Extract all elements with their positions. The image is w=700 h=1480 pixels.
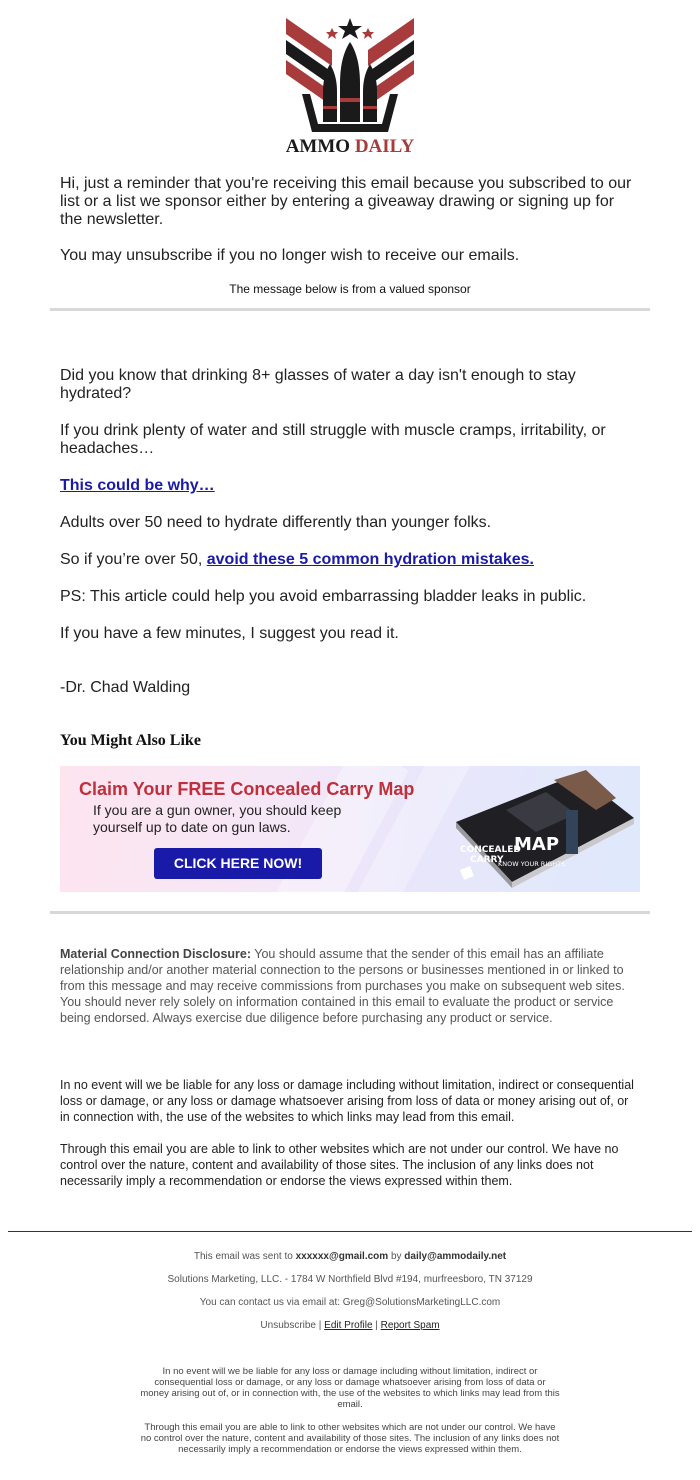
body-paragraph-3: Adults over 50 need to hydrate differently than younger folks. — [60, 514, 492, 531]
disclosure-text: You should assume that the sender of this email has an affiliate relationship and/or another material connection to the persons or businesses mentioned in or linked to from this message and may receive commissions from purchases you make on subsequent web sites. You should never rely solely on information contained in this email to evaluate the product or service being endorsed. Always exercise due diligence before purchasing any product or service. — [60, 947, 625, 1025]
body-paragraph-1: Did you know that drinking 8+ glasses of water a day isn't enough to stay hydrated? — [60, 367, 576, 402]
book-line-2: CARRY — [470, 855, 504, 865]
hydration-mistakes-link[interactable]: avoid these 5 common hydration mistakes. — [206, 551, 534, 568]
body-paragraph-4-prefix: So if you’re over 50, — [60, 551, 207, 568]
divider — [50, 308, 650, 311]
body-paragraph-6: If you have a few minutes, I suggest you read it. — [60, 625, 399, 642]
concealed-carry-map-book-icon — [446, 770, 636, 888]
body-paragraph-5: PS: This article could help you avoid embarrassing bladder leaks in public. — [60, 588, 587, 605]
footer-links — [50, 1319, 650, 1342]
click-here-now-button[interactable]: CLICK HERE NOW! — [154, 848, 322, 879]
edit-profile-link[interactable]: Edit Profile — [324, 1320, 373, 1331]
book-line-3: MAP — [514, 834, 560, 855]
footer-separator: | — [316, 1320, 325, 1331]
book-line-1: CONCEALED — [460, 845, 521, 855]
left-star-icon — [326, 28, 338, 39]
footer-fine-print — [140, 1366, 560, 1467]
report-spam-link[interactable]: Report Spam — [380, 1320, 440, 1331]
brand-word-daily: DAILY — [354, 136, 415, 157]
signature: -Dr. Chad Walding — [60, 679, 191, 696]
company-address: Solutions Marketing, LLC. - 1784 W Northfield Blvd #194, murfreesboro, TN 37129 — [167, 1274, 533, 1285]
brand-wordmark — [282, 136, 418, 158]
recipient-email: xxxxxx@gmail.com — [295, 1251, 389, 1262]
body-link-paragraph — [60, 477, 640, 495]
unsubscribe-link[interactable]: Unsubscribe — [260, 1320, 316, 1331]
disclosure-label: Material Connection Disclosure: — [60, 947, 252, 961]
sender-email: daily@ammodaily.net — [404, 1251, 507, 1262]
liability-notice — [60, 1077, 640, 1205]
external-links-paragraph: Through this email you are able to link to other websites which are not under our control. We have no control over the nature, content and availability of those sites. The inclusion of any links does not necessarily imply a recommendation or endorse the views expressed within them. — [60, 1142, 619, 1188]
top-star-icon — [338, 18, 362, 39]
liability-paragraph: In no event will we be liable for any loss or damage including without limitation, indirect or consequential loss or damage, or any loss or damage whatsoever arising from loss of data or money arising out of, or in connection with, the use of the websites to which links may lead from this email. — [60, 1078, 634, 1124]
sponsor-note: The message below is from a valued sponsor — [229, 282, 471, 296]
this-could-be-why-link[interactable]: This could be why… — [60, 477, 215, 494]
subscription-reminder — [60, 175, 640, 283]
body-paragraph-2: If you drink plenty of water and still struggle with muscle cramps, irritability, or headaches… — [60, 422, 606, 457]
book-tagline: KNOW YOUR RIGHTS — [498, 860, 566, 868]
divider — [50, 911, 650, 914]
email-footer — [50, 1250, 650, 1342]
right-star-icon — [362, 28, 374, 39]
concealed-carry-banner[interactable] — [60, 766, 640, 892]
material-connection-disclosure — [60, 946, 640, 1026]
sent-to-line — [50, 1250, 650, 1273]
body-paragraph-4 — [60, 551, 640, 569]
fine-print-liability: In no event will we be liable for any loss or damage including without limitation, indirect or consequential loss or damage, or any loss or damage whatsoever arising from loss of data or money arising out of, or in connection with, the use of the websites to which links may lead from this email. — [140, 1366, 560, 1410]
unsubscribe-note: You may unsubscribe if you no longer wish to receive our emails. — [60, 247, 520, 264]
also-like-heading: You Might Also Like — [60, 732, 201, 749]
contact-line: You can contact us via email at: Greg@SolutionsMarketingLLC.com — [199, 1297, 501, 1308]
sponsor-message — [60, 367, 640, 662]
sent-by: by — [388, 1251, 405, 1262]
banner-title: Claim Your FREE Concealed Carry Map — [79, 779, 415, 799]
sent-prefix: This email was sent to — [193, 1251, 296, 1262]
footer-divider — [8, 1231, 692, 1232]
fine-print-external-links: Through this email you are able to link to other websites which are not under our control. We have no control over the nature, content and availability of those sites. The inclusion of any links does not necessarily imply a recommendation or endorse the views expressed within them. — [140, 1422, 560, 1455]
reminder-text: Hi, just a reminder that you're receiving this email because you subscribed to our list or a list we sponsor either by entering a giveaway drawing or signing up for the newsletter. — [60, 175, 632, 228]
uscca-shield-icon — [460, 866, 474, 880]
footer-separator: | — [372, 1320, 381, 1331]
banner-subtitle: If you are a gun owner, you should keep yourself up to date on gun laws. — [93, 802, 342, 835]
ammo-daily-emblem-icon — [282, 14, 418, 138]
brand-word-ammo: AMMO — [285, 136, 351, 157]
